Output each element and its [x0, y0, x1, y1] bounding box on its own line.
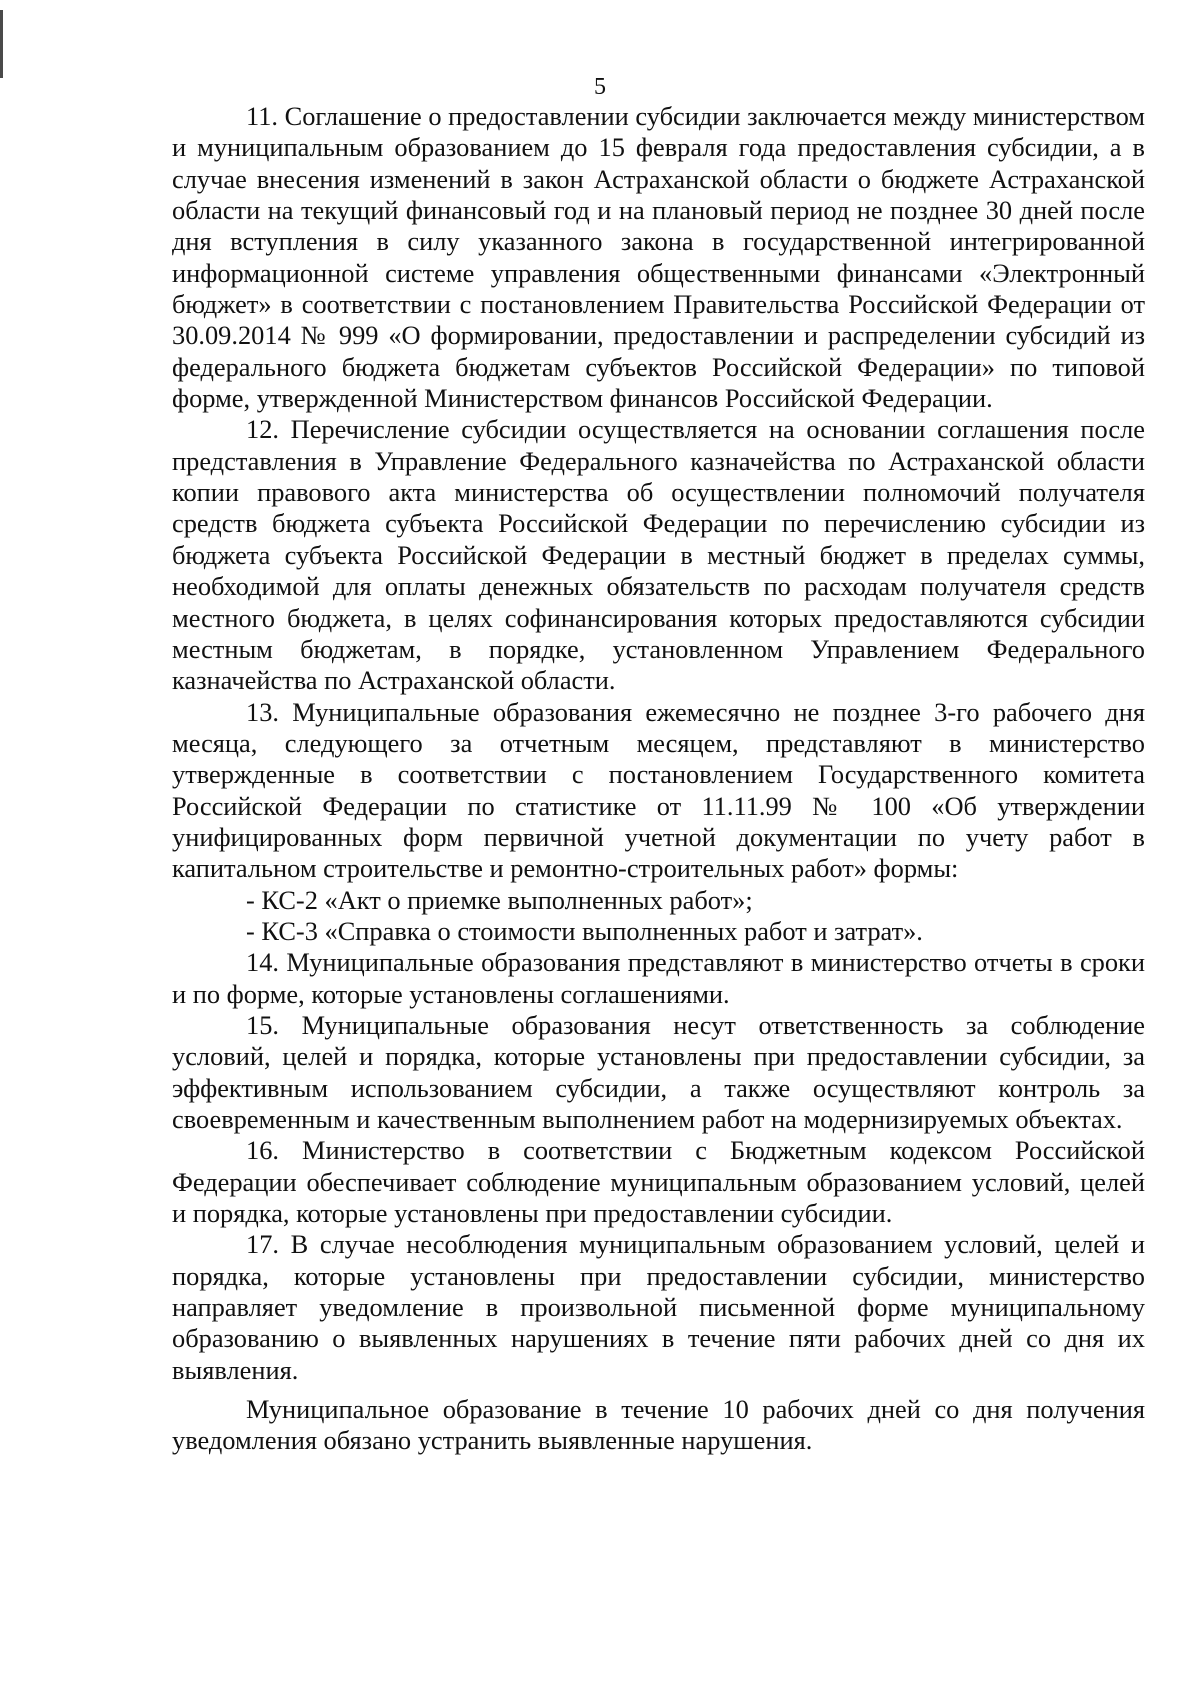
list-item-ks3: - КС-3 «Справка о стоимости выполненных работ и затрат».	[246, 915, 923, 946]
paragraph-14: 14. Муниципальные образования представляют в министерство отчеты в сроки и по форме, которые установлены соглашениями.	[172, 947, 1145, 1009]
document-body	[172, 101, 1145, 1457]
paragraph-12: 12. Перечисление субсидии осуществляется на основании соглашения после представления в Управление Федерального казначейства по Астраханской области копии правового акта министерства об осуществлении полномочий получателя средств бюджета субъекта Российской Федерации по перечислению субсидии из бюджета субъекта Российской Федерации в местный бюджет в пределах суммы, необходимой для оплаты денежных обязательств по расходам получателя средств местного бюджета, в целях софинансирования которых предоставляются субсидии местным бюджетам, в порядке, установленном Управлением Федерального казначейства по Астраханской области.	[172, 414, 1145, 696]
list-item-ks2: - КС-2 «Акт о приемке выполненных работ»;	[246, 884, 753, 915]
scan-edge-mark	[0, 10, 3, 78]
paragraph-11: 11. Соглашение о предоставлении субсидии заключается между министерством и муниципальным образованием до 15 февраля года предоставления субсидии, а в случае внесения изменений в закон Астраханской области о бюджете Астраханской области на текущий финансовый год и на плановый период не позднее 30 дней после дня вступления в силу указанного закона в государственной интегрированной информационной системе управления общественными финансами «Электронный бюджет» в соответствии с постановлением Правительства Российской Федерации от 30.09.2014 № 999 «О формировании, предоставлении и распределении субсидий из федерального бюджета бюджетам субъектов Российской Федерации» по типовой форме, утвержденной Министерством финансов Российской Федерации.	[172, 101, 1145, 414]
paragraph-13: 13. Муниципальные образования ежемесячно не позднее 3-го рабочего дня месяца, следующего за отчетным месяцем, представляют в министерство утвержденные в соответствии с постановлением Государственного комитета Российской Федерации по статистике от 11.11.99 № 100 «Об утверждении унифицированных форм первичной учетной документации по учету работ в капитальном строительстве и ремонтно-строительных работ» формы:	[172, 696, 1145, 884]
paragraph-16: 16. Министерство в соответствии с Бюджетным кодексом Российской Федерации обеспечивает соблюдение муниципальным образованием условий, целей и порядка, которые установлены при предоставлении субсидии.	[172, 1135, 1145, 1229]
paragraph-17-continuation: Муниципальное образование в течение 10 рабочих дней со дня получения уведомления обязано устранить выявленные нарушения.	[172, 1394, 1145, 1456]
paragraph-15: 15. Муниципальные образования несут ответственность за соблюдение условий, целей и порядка, которые установлены при предоставлении субсидии, за эффективным использованием субсидии, а также осуществляют контроль за своевременным и качественным выполнением работ на модернизируемых объектах.	[172, 1009, 1145, 1134]
paragraph-17: 17. В случае несоблюдения муниципальным образованием условий, целей и порядка, которые установлены при предоставлении субсидии, министерство направляет уведомление в произвольной письменной форме муниципальному образованию о выявленных нарушениях в течение пяти рабочих дней со дня их выявления.	[172, 1229, 1145, 1385]
page-number: 5	[594, 74, 606, 100]
